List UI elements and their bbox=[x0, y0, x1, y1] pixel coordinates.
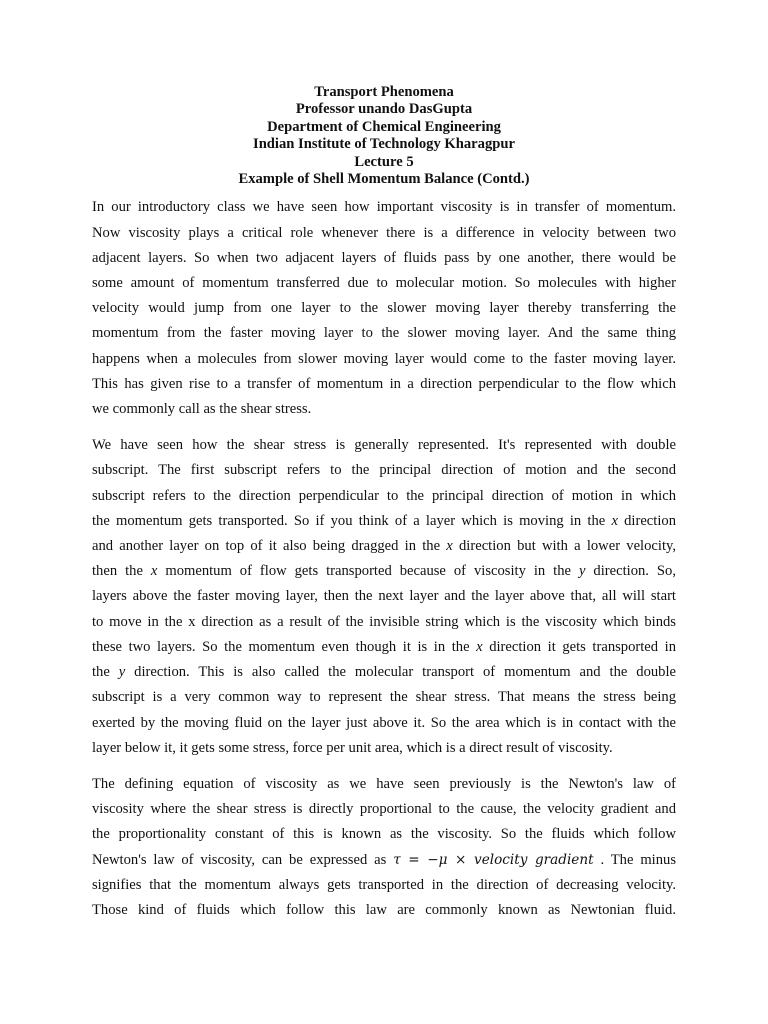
text-line bbox=[92, 559, 676, 584]
lecture-number: Lecture 5 bbox=[354, 153, 414, 170]
lecture-title: Example of Shell Momentum Balance (Contd.) bbox=[238, 171, 530, 188]
text-segment: Newton's law of viscosity, can be expressed as bbox=[92, 851, 394, 868]
text-line bbox=[92, 509, 676, 534]
variable-y: y bbox=[578, 563, 586, 580]
text-segment: direction bbox=[617, 512, 676, 529]
text-line bbox=[92, 534, 676, 559]
text-segment: direction. This is also called the molecular transport of momentum and the double bbox=[125, 664, 676, 681]
text-line: layer below it, it gets some stress, force per unit area, which is a direct result of viscosity. bbox=[92, 739, 613, 756]
text-segment: direction but with a lower velocity, bbox=[452, 538, 676, 555]
variable-y: y bbox=[118, 664, 126, 681]
text-line: In our introductory class we have seen how important viscosity is in transfer of momentum. bbox=[92, 199, 676, 216]
text-line: This has given rise to a transfer of momentum in a direction perpendicular to the flow which bbox=[92, 375, 676, 392]
paragraph-introduction bbox=[92, 195, 676, 422]
professor-name: Professor unando DasGupta bbox=[295, 101, 473, 118]
text-line: layers above the faster moving layer, then the next layer and the layer above that, all will start bbox=[92, 588, 676, 605]
text-line: we commonly call as the shear stress. bbox=[92, 401, 312, 418]
text-segment: then the bbox=[92, 563, 151, 580]
text-segment: the momentum gets transported. So if you think of a layer which is moving in the bbox=[92, 512, 612, 529]
department-name: Department of Chemical Engineering bbox=[267, 118, 501, 135]
text-line: subscript refers to the direction perpendicular to the principal direction of motion in which bbox=[92, 487, 676, 504]
text-segment: . The minus bbox=[593, 851, 676, 868]
text-segment: direction. So, bbox=[585, 563, 676, 580]
viscosity-equation: τ = −μ × velocity gradient bbox=[393, 851, 594, 868]
text-line: to move in the x direction as a result of the invisible string which is the viscosity which binds bbox=[92, 613, 676, 630]
text-line: happens when a molecules from slower moving layer would come to the faster moving layer. bbox=[92, 350, 676, 367]
text-line bbox=[92, 635, 676, 660]
text-line: velocity would jump from one layer to the slower moving layer thereby transferring the bbox=[92, 300, 676, 317]
text-segment: these two layers. So the momentum even though it is in the bbox=[92, 638, 477, 655]
lecture-header bbox=[92, 84, 676, 188]
text-line bbox=[92, 660, 676, 685]
variable-x: x bbox=[476, 638, 483, 655]
text-segment: the bbox=[92, 664, 119, 681]
text-line: some amount of momentum transferred due to molecular motion. So molecules with higher bbox=[92, 275, 676, 292]
course-title: Transport Phenomena bbox=[314, 84, 454, 100]
paragraph-shear-stress bbox=[92, 433, 676, 761]
text-line: the proportionality constant of this is known as the viscosity. So the fluids which follow bbox=[92, 826, 676, 843]
text-segment: momentum of flow gets transported because of viscosity in the bbox=[157, 563, 579, 580]
text-line bbox=[92, 848, 676, 873]
text-line: viscosity where the shear stress is directly proportional to the cause, the velocity gradient and bbox=[92, 801, 676, 818]
text-line: subscript. The first subscript refers to the principal direction of motion and the second bbox=[92, 462, 676, 479]
text-line: We have seen how the shear stress is generally represented. It's represented with double bbox=[92, 437, 676, 454]
text-line: Those kind of fluids which follow this law are commonly known as Newtonian fluid. bbox=[92, 901, 676, 918]
paragraph-newtons-law bbox=[92, 772, 676, 923]
text-line: The defining equation of viscosity as we have seen previously is the Newton's law of bbox=[92, 775, 676, 792]
text-segment: direction it gets transported in bbox=[482, 638, 677, 655]
variable-x: x bbox=[446, 538, 453, 555]
text-line: signifies that the momentum always gets transported in the direction of decreasing velocity. bbox=[92, 876, 676, 893]
variable-x: x bbox=[611, 512, 618, 529]
text-line: Now viscosity plays a critical role whenever there is a difference in velocity between two bbox=[92, 224, 676, 241]
text-line: exerted by the moving fluid on the layer just above it. So the area which is in contact with the bbox=[92, 714, 676, 731]
text-line: adjacent layers. So when two adjacent layers of fluids pass by one another, there would be bbox=[92, 249, 676, 266]
text-line: subscript is a very common way to represent the shear stress. That means the stress being bbox=[92, 689, 676, 706]
document-page bbox=[92, 84, 676, 923]
text-segment: and another layer on top of it also being dragged in the bbox=[92, 538, 447, 555]
institute-name: Indian Institute of Technology Kharagpur bbox=[253, 136, 515, 153]
variable-x: x bbox=[150, 563, 158, 580]
text-line: momentum from the faster moving layer to the slower moving layer. And the same thing bbox=[92, 325, 676, 342]
